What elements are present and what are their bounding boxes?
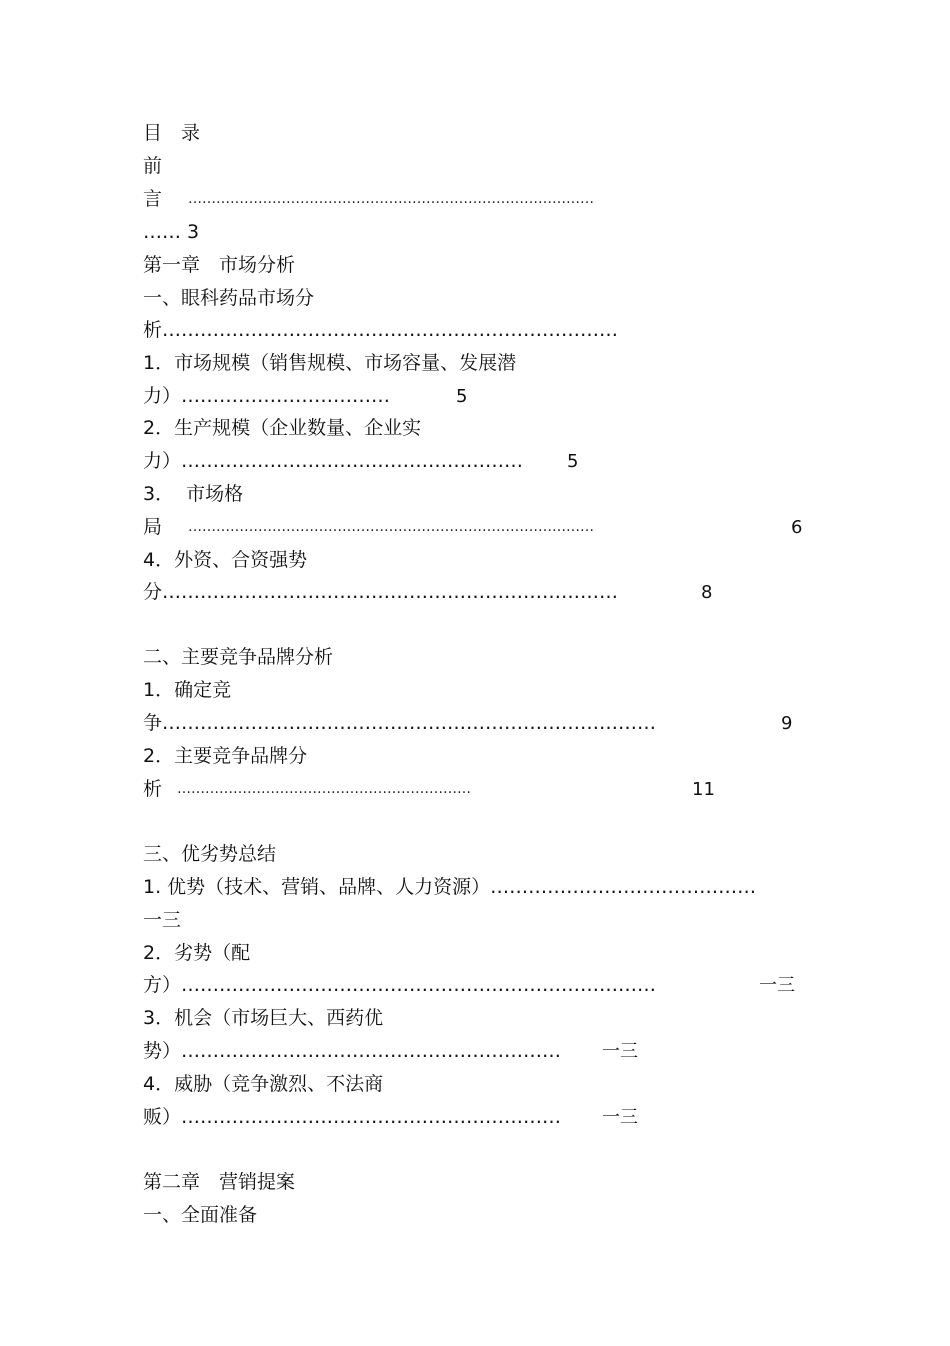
- toc-item-2-2-dots: ………………………………………………………: [177, 781, 471, 797]
- toc-item-2-1-cont: 争……………………………………………………………………: [143, 712, 657, 734]
- section-2-heading: 二、主要竞争品牌分析: [143, 646, 334, 668]
- toc-item-1-4: 4．外资、合资强势: [143, 549, 308, 571]
- section-4-heading: 一、全面准备: [143, 1204, 258, 1226]
- toc-item-3-2-cont: 方）…………………………………………………………………: [143, 974, 657, 996]
- toc-item-1-2-page: 5: [567, 451, 579, 472]
- toc-item-3-3-cont: 势）……………………………………………………: [143, 1040, 562, 1062]
- toc-item-3-1-cont: 一三: [143, 909, 182, 931]
- toc-item-2-2: 2．主要竞争品牌分: [143, 745, 308, 767]
- toc-item-2-2-page: 11: [692, 779, 715, 800]
- section-1-cont: 析………………………………………………………………: [143, 319, 619, 341]
- toc-item-3-3: 3．机会（市场巨大、西药优: [143, 1007, 384, 1029]
- toc-item-1-1: 1．市场规模（销售规模、市场容量、发展潜: [143, 352, 517, 374]
- toc-item-3-4: 4．威胁（竞争激烈、不法商: [143, 1073, 384, 1095]
- toc-item-3-3-page: 一三: [602, 1041, 638, 1062]
- toc-item-1-3-page: 6: [791, 517, 803, 538]
- toc-preface-dots: ……………………………………………………………………………: [188, 191, 594, 207]
- section-1-heading: 一、眼科药品市场分: [143, 287, 315, 309]
- toc-preface-cont: …… 3: [143, 221, 200, 243]
- toc-item-1-2-cont: 力）………………………………………………: [143, 450, 524, 472]
- toc-item-1-4-cont: 分………………………………………………………………: [143, 581, 619, 603]
- toc-item-1-3-cont: 局: [143, 516, 163, 538]
- toc-item-1-1-cont: 力）……………………………: [143, 385, 391, 407]
- toc-item-2-1: 1．确定竞: [143, 679, 232, 701]
- toc-item-3-2: 2．劣势（配: [143, 942, 251, 964]
- toc-item-1-3-dots: ……………………………………………………………………………: [188, 519, 594, 535]
- section-3-heading: 三、优劣势总结: [143, 843, 277, 865]
- toc-item-2-1-page: 9: [781, 713, 793, 734]
- toc-item-3-1: 1. 优势（技术、营销、品牌、人力资源）……………………………………: [143, 876, 757, 898]
- toc-item-1-4-page: 8: [701, 582, 713, 603]
- toc-preface-line1: 前: [143, 155, 163, 177]
- toc-preface-line2: 言: [143, 188, 163, 210]
- toc-item-2-2-cont: 析: [143, 778, 163, 800]
- toc-item-3-2-page: 一三: [759, 975, 795, 996]
- toc-item-1-1-page: 5: [456, 386, 468, 407]
- toc-item-3-4-page: 一三: [602, 1107, 638, 1128]
- toc-item-3-4-cont: 贩）……………………………………………………: [143, 1106, 562, 1128]
- chapter-2-heading: 第二章 营销提案: [143, 1171, 296, 1193]
- chapter-1-heading: 第一章 市场分析: [143, 254, 296, 276]
- toc-title: 目 录: [143, 122, 201, 144]
- toc-item-1-2: 2．生产规模（企业数量、企业实: [143, 417, 422, 439]
- toc-item-1-3: 3． 市场格: [143, 483, 244, 505]
